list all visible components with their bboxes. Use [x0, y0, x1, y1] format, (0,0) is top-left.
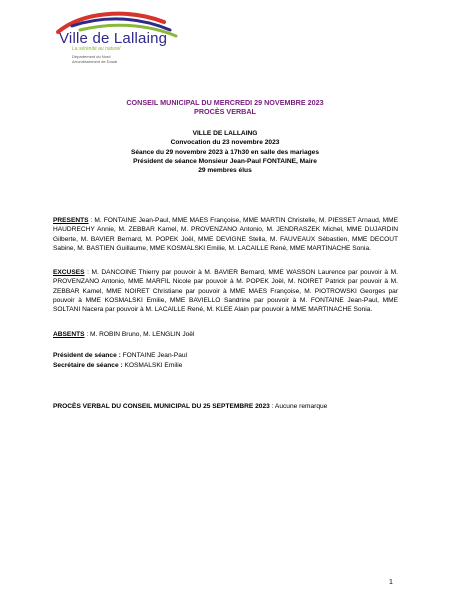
logo-tagline: La sérénité au naturel: [72, 46, 121, 52]
excuses-label: EXCUSES: [53, 269, 85, 276]
absents-paragraph: [53, 330, 398, 339]
excuses-text: : M. DANCOINE Thierry par pouvoir à M. BAVIER Bernard, MME WASSON Laurence par pouvoir à M. PROVENZANO Antonio, MME MARFIL Nicole par pouvoir à M. POPEK Joël, M. NOIRET Patrick par pouvoir à M. ZEBBAR Kamel, MME NOIRET Christiane par pouvoir à MME MAES Françoise, M. PIOTROWSKI Georges par pouvoir à MME KOSMALSKI Emilie, MME BAVIELLO Sandrine par pouvoir à M. FONTAINE Jean-Paul, MME SOLTANI Nacera par pouvoir à M. LACAILLE René, M. KLEE Alain par pouvoir à MME MARTINACHE Sonia.: [53, 269, 398, 314]
logo-dept-line2: Arrondissement de Douai: [72, 59, 118, 64]
absents-label: ABSENTS: [53, 331, 85, 338]
presents-paragraph: [53, 216, 398, 253]
town-logo: [52, 10, 212, 66]
session-date: Séance du 29 novembre 2023 à 17h30 en salle des mariages: [130, 148, 320, 156]
pv-label: PROCÈS VERBAL DU CONSEIL MUNICIPAL DU 25 SEPTEMBRE 2023: [53, 403, 270, 410]
president-name: FONTAINE Jean-Paul: [120, 352, 188, 359]
presents-text: : M. FONTAINE Jean-Paul, MME MAES Françoise, MME MARTIN Christelle, M. PIESSET Arnaud, MME HAUDRECHY Annie, M. ZEBBAR Kamel, M. PROVENZANO Antonio, M. JENDRASZEK Michel, MME DUJARDIN Gilberte, M. BAVIER Bernard, M. POPEK Joël, MME DEVIGNE Stella, M. FAUVEAUX Sébastien, MME DECOUT Sabine, M. BASTIEN Guillaume, MME KOSMALSKI Emilie, M. LACAILLE René, MME MARTINACHE Sonia.: [53, 217, 398, 252]
excuses-paragraph: [53, 268, 398, 314]
logo-title: Ville de Lallaing: [59, 30, 168, 47]
town-name: VILLE DE LALLAING: [192, 130, 258, 137]
absents-text: : M. ROBIN Bruno, M. LENGLIN Joël: [84, 331, 195, 338]
secretary-line: [53, 361, 398, 370]
secretary-name: KOSMALSKI Emilie: [122, 362, 183, 369]
president-line: [53, 351, 398, 360]
document-title: CONSEIL MUNICIPAL DU MERCREDI 29 NOVEMBRE 2023: [126, 98, 324, 107]
secretary-label: Secrétaire de séance :: [53, 362, 123, 369]
pv-remark: : Aucune remarque: [269, 403, 328, 410]
president-label: Président de séance :: [53, 352, 121, 359]
pv-line: [53, 402, 398, 411]
logo-department: [72, 54, 117, 64]
session-president: Président de séance Monsieur Jean-Paul FONTAINE, Maire: [133, 157, 317, 165]
page-number: 1: [389, 579, 393, 586]
document-subtitle: PROCÈS VERBAL: [194, 107, 256, 116]
convocation-date: Convocation du 23 novembre 2023: [170, 139, 280, 147]
presents-label: PRESENTS: [53, 217, 89, 224]
members-count: 29 membres élus: [198, 167, 252, 175]
logo-dept-line1: Département du Nord: [72, 54, 111, 59]
session-info: [0, 129, 450, 175]
